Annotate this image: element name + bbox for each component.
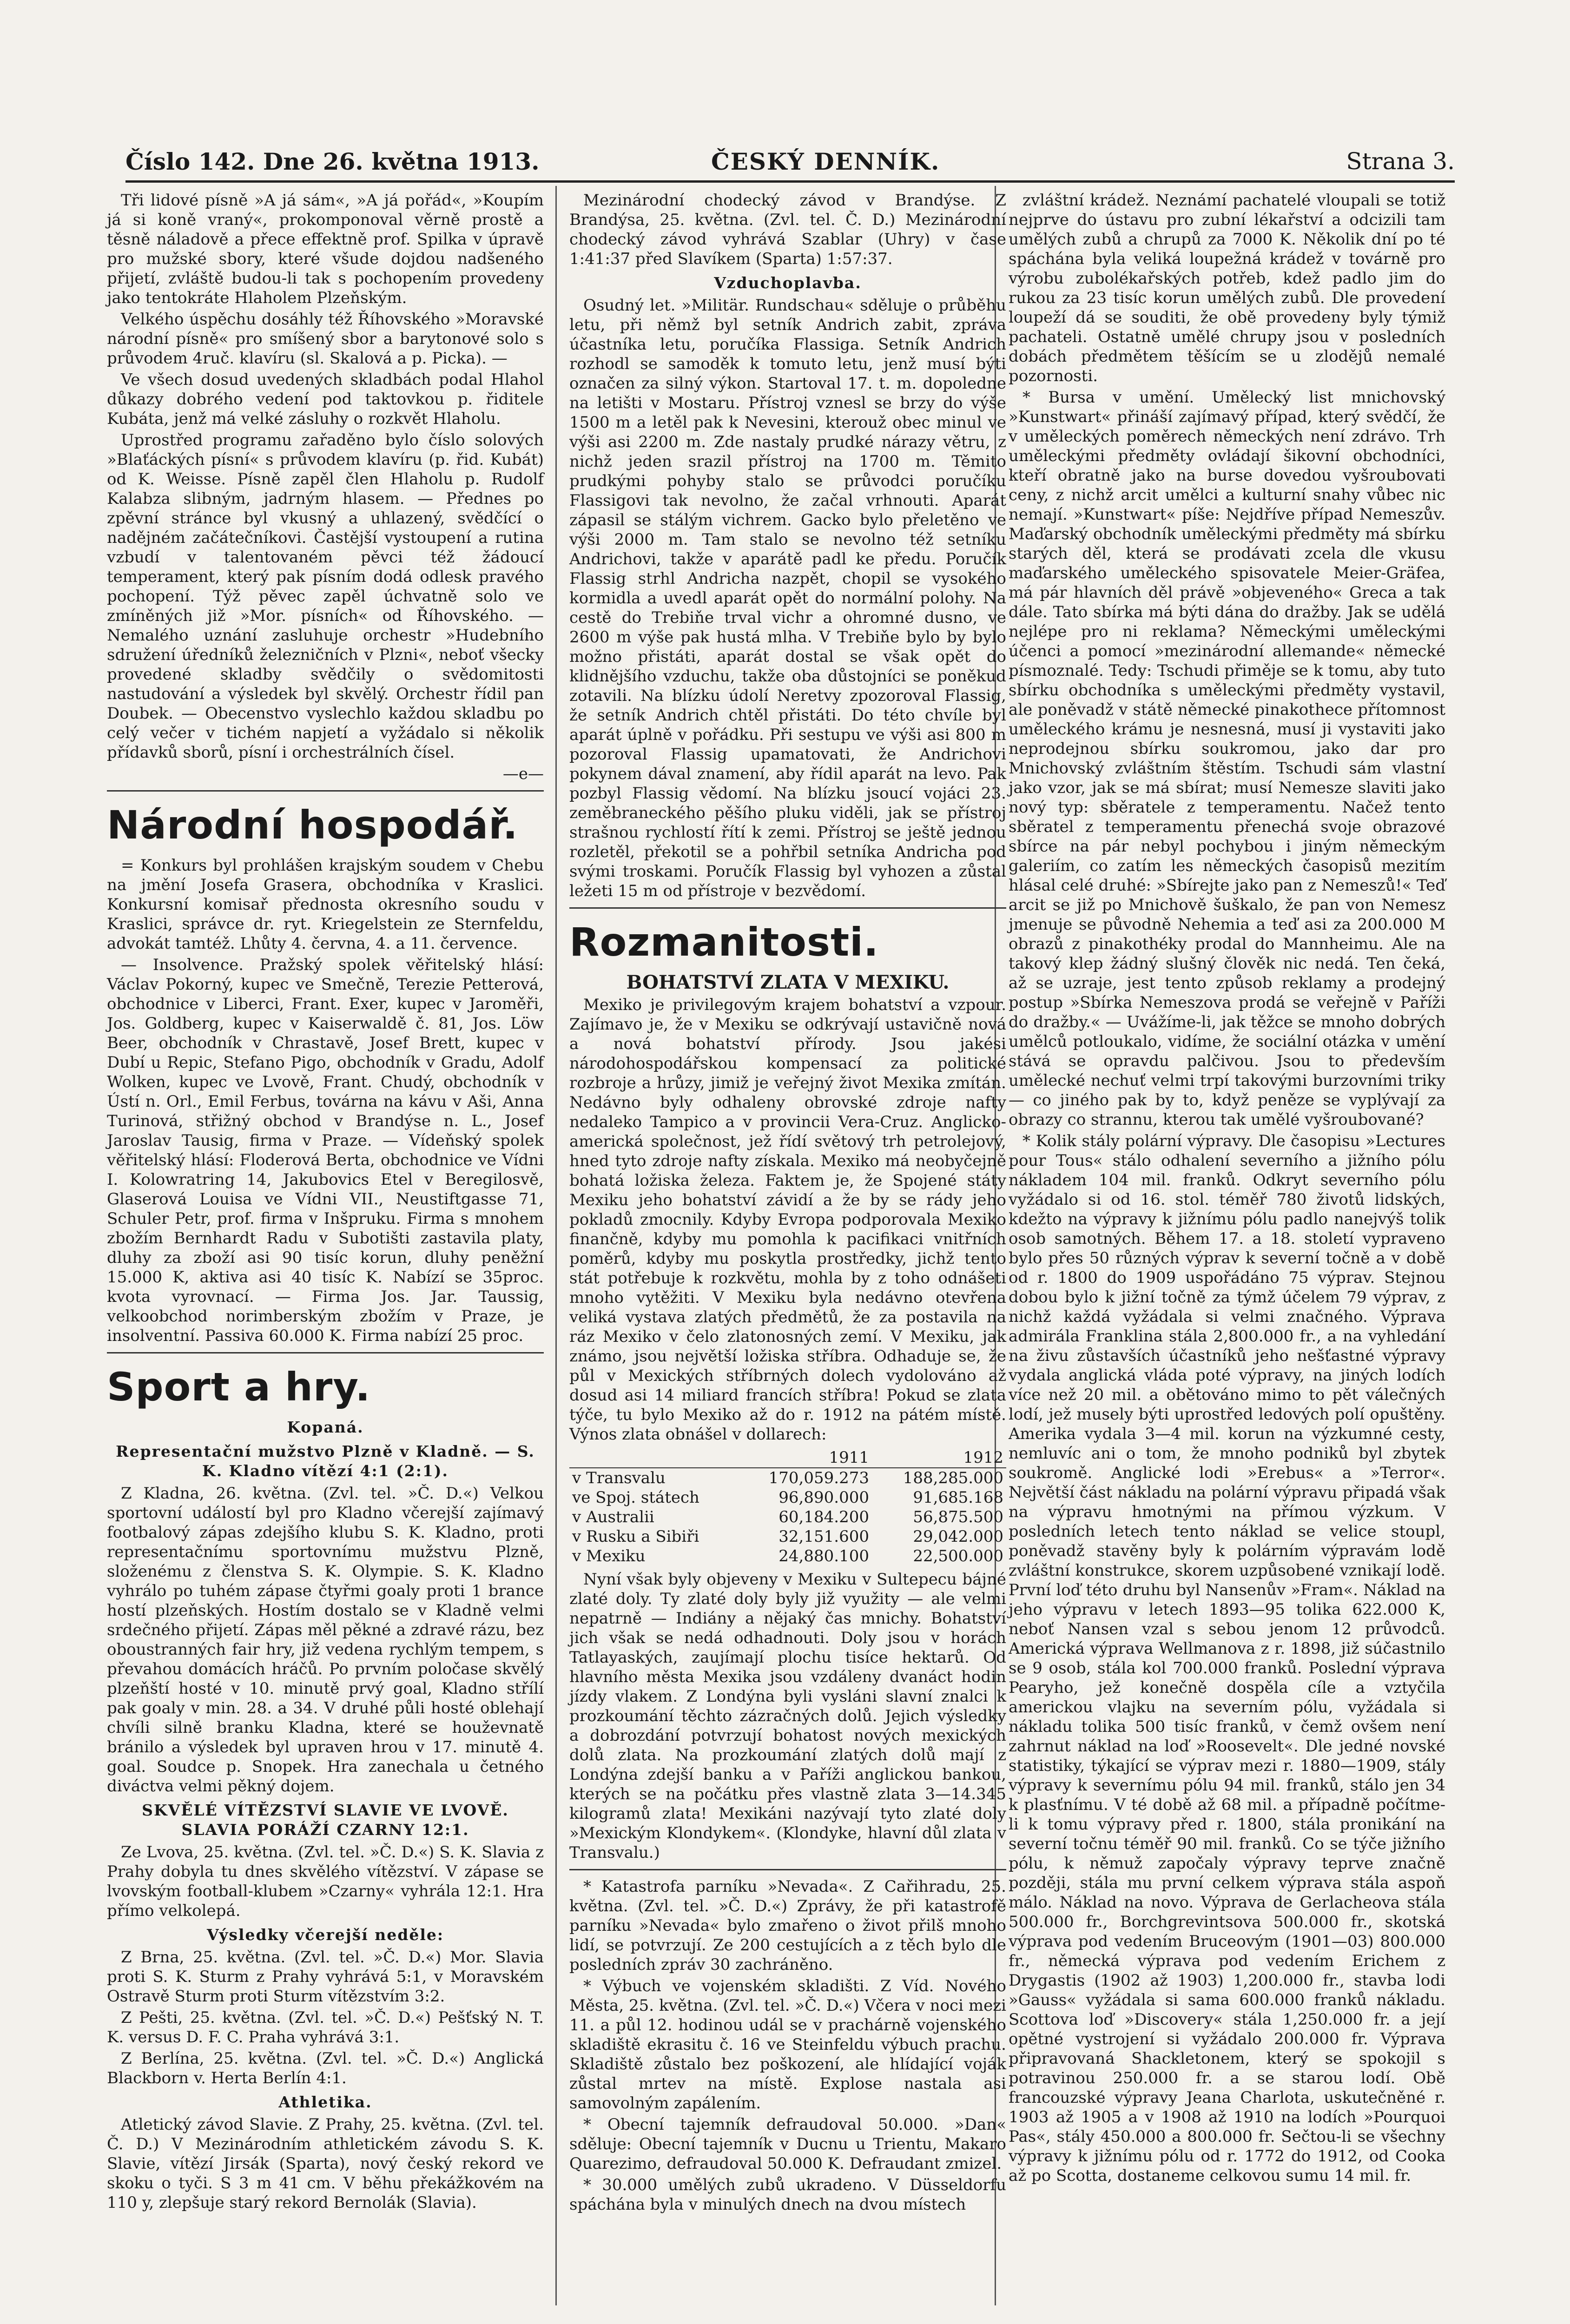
table-cell: 91,685.168 xyxy=(913,1488,1003,1507)
subheading: Kopaná. xyxy=(287,1418,364,1436)
article-paragraph: Ve všech dosud uvedených skladbách podal Hlahol důkazy dobrého vedení pod taktovkou p. řiditele Kubáta, jenž má velké zásluhy o rozkvět Hlaholu. xyxy=(107,370,544,428)
table-cell: 32,151.600 xyxy=(778,1527,869,1546)
gold-output-table xyxy=(569,1448,1006,1566)
issue-date: Číslo 142. Dne 26. května 1913. xyxy=(125,148,540,175)
column-2 xyxy=(569,191,1006,2216)
section-rule xyxy=(569,907,1006,909)
article-paragraph: Osudný let. »Militär. Rundschau« sděluje o průběhu letu, při němž byl setník Andrich zabit, zpráva účastníka letu, poručíka Flassiga. Setník Andrich rozhodl se samoděk k tomuto letu, jenž musí býti označen za silný výkon. Startoval 17. t. m. dopoledne na letišti v Mostaru. Přístroj vznesl se brzy do výše 1500 m a letěl pak k Nevesini, kterouž obec minul ve výši asi 2200 m. Zde nastaly prudké nárazy větru, z nichž jeden srazil přístroj na 1700 m. Těmito prudkými pohyby stalo se průvodci poručíku Flassigovi tak nevolno, že začal vrhnouti. Aparát zápasil se stálým vichrem. Gacko bylo přeletěno ve výši 2000 m. Tam stalo se nevolno též setníku Andrichovi, takže v aparátě padl ke předu. Poručík Flassig strhl Andricha nazpět, chopil se vysokého kormidla a uvedl aparát opět do normální polohy. Na cestě do Trebiňe trval vichr a ohromné dusno, ve 2600 m výše pak hustá mlha. V Trebiňe bylo by bylo možno přistáti, aparát dostal se však opět do klidnějšího vzduchu, takže oba důstojníci se poněkud zotavili. Na blízku údolí Neretvy zpozoroval Flassig, že setník Andrich chtěl přistáti. Do této chvíle byl aparát úplně v pořádku. Při sestupu ve výši asi 800 m pozoroval Flassig upamatovati, že Andrichovi pokynem dával znamení, aby řídil aparát na levo. Pak pozbyl Flassig vědomí. Na blízku jsoucí vojáci 23. zeměbraneckého pěšího pluku viděli, jak se přístroj strašnou rychlostí řítí k zemi. Přístroj se ještě jednou rozletěl, překotil se a pohřbil setníka Andricha pod svými troskami. Poručík Flassig byl vyhozen a zůstal ležeti 15 m od přístroje v bezvědomí. xyxy=(569,296,1006,900)
page-header xyxy=(125,148,1455,180)
subheading: Vzduchoplavba. xyxy=(714,274,862,292)
table-row xyxy=(569,1507,1006,1527)
article-paragraph: * Katastrofa parníku »Nevada«. Z Cařihradu, 25. května. (Zvl. tel. »Č. D.«) Zprávy, že při katastrofě parníku »Nevada« bylo zmařeno o život přilš mnoho lidí, se potvrzují. Ze 200 cestujících a z těch bylo dle posledních zpráv 30 zachráněno. xyxy=(569,1877,1006,1974)
article-paragraph: = Konkurs byl prohlášen krajským soudem v Chebu na jmění Josefa Grasera, obchodníka v Kraslici. Konkursní komisař přednosta okresního soudu v Kraslici, správce dr. ryt. Kriegelstein ze Sternfeldu, advokát tamtéž. Lhůty 4. června, 4. a 11. července. xyxy=(107,856,544,953)
subheading: SKVĚLÉ VÍTĚZSTVÍ SLAVIE VE LVOVĚ. SLAVIA PORÁŽÍ CZARNY 12:1. xyxy=(142,1801,509,1839)
table-cell: 56,875.500 xyxy=(913,1508,1003,1526)
table-cell: 96,890.000 xyxy=(778,1488,869,1507)
article-paragraph: Z Kladna, 26. května. (Zvl. tel. »Č. D.«) Velkou sportovní událostí byl pro Kladno včerejší zajímavý footbalový zápas zdejšího klubu S. K. Kladno, proti representačnímu sportovnímu mužstvu Plzně, složenému z členstva S. K. Olympie. S. K. Kladno vyhrálo po tuhém zápase čtyřmi goaly proti 1 brance hostí plzeňských. Hostím dostalo se v Kladně velmi srdečného přijetí. Zápas měl pěkné a zdravé rázu, bez oboustranných fair hry, již vedena rychlým tempem, s převahou domácích hráčů. Po prvním poločase skvělý plzeňští hosté v 10. minutě prvý goal, Kladno střílí pak goaly v min. 28. a 34. V druhé půli hosté oblehají chvíli silně branku Kladna, které se houževnatě bránilo a výsledek byl upraven hrou v 17. minutě 4. goal. Soudce p. Snopek. Hra zanechala u četného diváctva velmi pěkný dojem. xyxy=(107,1484,544,1796)
article-title: BOHATSTVÍ ZLATA V MEXIKU. xyxy=(626,971,950,993)
table-row xyxy=(569,1468,1006,1488)
table-header-year: 1911 xyxy=(738,1448,872,1468)
table-cell: 60,184.200 xyxy=(778,1508,869,1526)
article-paragraph: * 30.000 umělých zubů ukradeno. V Düsseldorfu spáchána byla v minulých dnech na dvou místech xyxy=(569,2176,1006,2214)
article-paragraph: * Výbuch ve vojenském skladišti. Z Víd. Nového Města, 25. května. (Zvl. tel. »Č. D.«) Včera v noci mezi 11. a půl 12. hodinou udál se v prachárně vojenského skladiště ekrasitu č. 16 ve Steinfeldu výbuch prachu. Skladiště zůstalo bez poškození, ale hlídající voják zůstal mrtev na místě. Explose nastala asi samovolným zapálením. xyxy=(569,1977,1006,2113)
article-paragraph: Velkého úspěchu dosáhly též Říhovského »Moravské národní písně« pro smíšený sbor a barytonové solo s průvodem 4ruč. klavíru (sl. Skalová a p. Picka). — xyxy=(107,310,544,368)
article-paragraph: Mezinárodní chodecký závod v Brandýse. Z Brandýsa, 25. května. (Zvl. tel. Č. D.) Mezinárodní chodecký závod vyhrává Szablar (Uhry) v čase 1:41:37 před Slavíkem (Sparta) 1:57:37. xyxy=(569,191,1006,268)
author-sign: —e— xyxy=(502,765,544,783)
article-paragraph: Nyní však byly objeveny v Mexiku v Sultepecu bájné zlaté doly. Ty zlaté doly byly již využity — ale velmi nepatrně — Indiány a nějaký čas mnichy. Bohatství jich však se nedá odhadnouti. Doly jsou v horách Tatlayaských, zaujímají plochu tisíce hektarů. Od hlavního města Mexika jsou vzdáleny dvanáct hodin jízdy vlakem. Z Londýna byli vysláni slavní znalci k prozkoumání těchto zázračných dolů. Jejich výsledky a dobrozdání potvrzují bohatost nových mexických dolů zlata. Na prozkoumání zlatých dolů mají z Londýna zdejší banku a v Paříži anglickou bankou, kterých se na počátku přes vlastně zlata 3—14.345 kilogramů zlata! Mexikáni nazývají tyto zlaté doly »Mexickým Klondykem«. (Klondyke, hlavní důl zlata v Transvalu.) xyxy=(569,1570,1006,1862)
header-rule xyxy=(125,180,1455,183)
article-paragraph: Ze Lvova, 25. května. (Zvl. tel. »Č. D.«) S. K. Slavia z Prahy dobyla tu dnes skvělého vítězství. V zápase se lvovským football-klubem »Czarny« vyhrála 12:1. Hra přímo velkolepá. xyxy=(107,1843,544,1920)
masthead: ČESKÝ DENNÍK. xyxy=(711,148,940,175)
subheading: Representační mužstvo Plzně v Kladně. — S. K. Kladno vítězí 4:1 (2:1). xyxy=(116,1442,535,1480)
article-paragraph: Mexiko je privilegovým krajem bohatství a vzpour. Zajímavo je, že v Mexiku se odkrývají ustavičně nová a nová bohatství přírody. Jsou jakési národohospodářskou kompensací za politické rozbroje a hrůzy, jimiž je veřejný život Mexika zmítán. Nedávno byly odhaleny obrovské zdroje nafty nedaleko Tampico a v provincii Vera-Cruz. Anglicko-americká společnost, jež řídí světový trh petrolejový, hned tyto zdroje nafty získala. Mexiko má neobyčejně bohatá ložiska železa. Faktem je, že Spojené státy Mexiku jeho bohatství závidí a že by se rády jeho pokladů zmocnily. Kdyby Evropa podporovala Mexiko finančně, kdyby mu pomohla k pacifikaci vnitřních poměrů, kdyby mu poskytla prostředky, jichž tento stát potřebuje k rozkvětu, mohla by z toho odnášeti mnoho vytěžiti. V Mexiku byla nedávno otevřena veliká vystava zlatých předmětů, že za postavila na ráz Mexiko v čelo zlatonosných zemí. V Mexiku, jak známo, jsou největší ložiska stříbra. Odhaduje se, že půl v Mexických stříbrných dolech vydolováno až dosud asi 14 miliard francích stříbra! Pokud se zlata týče, tu bylo Mexiko až do r. 1912 na pátém místě. Výnos zlata obnášel v dollarech: xyxy=(569,996,1006,1444)
table-cell: v Transvalu xyxy=(572,1469,666,1487)
table-cell: 22,500.000 xyxy=(913,1547,1003,1565)
article-paragraph: Uprostřed programu zařaděno bylo číslo solových »Blaťáckých písní« s průvodem klavíru (p. řid. Kubát) od K. Weisse. Písně zapěl člen Hlaholu p. Rudolf Kalabza slibným, jadrným hlasem. — Přednes po zpěvní stránce byl vkusný a uhlazený, svědčící o nadějném začátečníkovi. Častější vystoupení a rutina vzbudí v talentovaném pěvci též žádoucí temperament, který pak písním dodá odlesk pravého pochopení. Týž pěvec zapěl úchvatně solo ve zmíněných již »Mor. písních« od Říhovského. — Nemalého uznání zasluhuje orchestr »Hudebního sdružení úředníků železničních v Plzni«, neboť všecky provedené skladby svědčily o svědomitosti nastudování a výsledek byl skvělý. Orchestr řídil pan Doubek. — Obecenstvo vyslechlo každou skladbu po celý večer v tichém napjetí a vyžádalo si několik přídavků sborů, písní i orchestrálních čísel. xyxy=(107,431,544,762)
table-cell: v Australii xyxy=(572,1508,654,1526)
table-cell: v Rusku a Sibiři xyxy=(572,1527,699,1546)
section-rule xyxy=(569,1869,1006,1870)
table-cell: v Mexiku xyxy=(572,1547,646,1565)
table-cell: 29,042.000 xyxy=(913,1527,1003,1546)
column-3 xyxy=(1009,191,1445,2187)
page-number: Strana 3. xyxy=(1346,148,1455,175)
article-paragraph: Z Brna, 25. května. (Zvl. tel. »Č. D.«) Mor. Slavia proti S. K. Sturm z Prahy vyhrává 5:1, v Moravském Ostravě Sturm proti Sturm vítězstvím 3:2. xyxy=(107,1948,544,2006)
table-header-year: 1912 xyxy=(872,1448,1006,1468)
article-paragraph: Atletický závod Slavie. Z Prahy, 25. května. (Zvl. tel. Č. D.) V Mezinárodním athletickém závodu S. K. Slavie, vítězí Jirsák (Sparta), nový český rekord ve skoku o tyči. S 3 m 41 cm. V běhu překážkovém na 110 y, zlepšuje starý rekord Bernolák (Slavia). xyxy=(107,2115,544,2212)
table-row xyxy=(569,1488,1006,1507)
table-cell: 188,285.000 xyxy=(903,1469,1003,1487)
article-paragraph: — Insolvence. Pražský spolek věřitelský hlásí: Václav Pokorný, kupec ve Smečně, Terezie Petterová, obchodnice v Liberci, Frant. Exer, kupec v Jaroměři, Jos. Goldberg, kupec v Kaiserwaldě č. 81, Jos. Löw Beer, obchodník v Chrastavě, Josef Brett, kupec v Dubí u Repic, Stefano Pigo, obchodník v Gradu, Adolf Wolken, kupec ve Lvově, Frant. Chudý, obchodník v Ústí n. Orl., Emil Ferbus, továrna na kávu v Aši, Anna Turinová, střižný obchod v Brandýse n. L., Josef Jaroslav Tausig, firma v Praze. — Vídeňský spolek věřitelský hlásí: Floderová Berta, obchodnice ve Vídni I. Kolowratring 14, Jakubovics Etel v Beregilosvě, Glaserová Louisa ve Vídni VII., Neustiftgasse 71, Schuler Petr, prof. firma v Inšpruku. Firma s mnohem zbožím Bernhardt Radu v Subotišti zastavila platy, dluhy za zboží asi 90 tisíc korun, dluhy peněžní 15.000 K, aktiva asi 40 tisíc K. Nabízí se 35proc. kvota vyrovnací. — Firma Jos. Jar. Taussig, velkoobchod norimberským zbožím v Praze, je insolventní. Passiva 60.000 K. Firma nabízí 25 proc. xyxy=(107,956,544,1345)
table-cell: ve Spoj. státech xyxy=(572,1488,699,1507)
table-header-empty xyxy=(569,1448,738,1468)
column-divider xyxy=(555,186,557,2305)
article-paragraph: * Kolik stály polární výpravy. Dle časopisu »Lectures pour Tous« stálo odhalení severního a jižního pólu nákladem 104 mil. franků. Odkryt severního pólu vyžádalo si od 16. stol. téměř 780 životů lidských, kdežto na výpravy k jižnímu pólu padlo nanejvýš tolik osob samotných. Během 17. a 18. století vypraveno bylo přes 50 různých výprav k severní točně a v době od r. 1800 do 1909 uspořádáno 75 výprav. Stejnou dobou bylo k jižní točně za týmž účelem 79 výprav, z nichž každá vyžádala si velmi značného. Výprava admirála Franklina stála 2,800.000 fr., a na vyhledání na živu zůstavších účastníků jeho nešťastné výpravy vydala anglická vláda poté výpravy, na jiných lodích více než 20 mil. a obětováno mimo to pět válečných lodí, jež musely býti uprostřed ledových polí opuštěny. Amerika vydala 3—4 mil. korun na výzkumné cesty, nemluvíc ani o tom, že mnoho podniků byl zbytek soukromě. Anglické lodi »Erebus« a »Terror«. Největší část nákladu na polární výpravu připadá však na výpravu hmotnými na přímou výzkum. V posledních letech tento náklad se velice stoupl, poněvadž stavěny byly k polárním výpravám lodě zvláštní konstrukce, skorem uzpůsobené vznikají lodě. První loď této druhu byl Nansenův »Fram«. Náklad na jeho výpravu v letech 1893—95 tolika 622.000 K, neboť Nansen vzal s sebou jenom 12 průvodců. Americká výprava Wellmanova z r. 1898, již súčastnilo se 9 osob, stála kol 700.000 franků. Poslední výprava Pearyho, jež konečně dospěla cíle a vztyčila americkou vlajku na severním pólu, vyžádala si nákladu tolika 500 tisíc franků, v čemž ovšem není zahrnut náklad na loď »Roosevelt«. Dle jedné novské statistiky, týkající se výprav mezi r. 1880—1909, stály výpravy k severnímu pólu 94 mil. franků, stálo jen 34 k plasťnímu. V té době až 68 mil. a případně počítme-li k tomu výpravy před r. 1800, stála pronikání na severní točnu téměř 90 mil. franků. Co se týče jižního pólu, k němuž započaly výpravy teprve značně později, stála mu první celkem výprava stála aspoň málo. Náklad na novo. Výprava de Gerlacheova stála 500.000 fr., Borchgrevintsova 500.000 fr., skotská výprava pod vedením Bruceovým (1901—03) 800.000 fr., německá výprava pod vedením Erichem z Drygastis (1902 až 1903) 1,200.000 fr., stavba lodi »Gauss« vyžádala si sama 600.000 franků nákladu. Scottova loď »Discovery« stála 1,250.000 fr. a její opětné vystrojení si vyžádalo 200.000 fr. Výprava připravovaná Shackletonem, který se spokojil s potravinou 250.000 fr. a se starou lodí. Obě francouzské výpravy Jeana Charlota, uskutečněné r. 1903 až 1905 a v 1908 až 1910 na lodích »Pourquoi Pas«, stály 450.000 a 800.000 fr. Sečtou-li se všechny výpravy k jižnímu pólu od r. 1772 do 1912, od Cooka až po Scotta, dostaneme celkovou sumu 14 mil. fr. xyxy=(1009,1132,1445,2185)
table-cell: 24,880.100 xyxy=(778,1547,869,1565)
section-heading-sport: Sport a hry. xyxy=(107,1364,371,1410)
article-paragraph: * Obecní tajemník defraudoval 50.000. »Dan« sděluje: Obecní tajemník v Ducnu u Trientu, Makaro Quarezimo, defraudoval 50.000 K. Defraudant zmizel. xyxy=(569,2115,1006,2173)
article-paragraph: zvláštní krádež. Neznámí pachatelé vloupali se totiž nejprve do ústavu pro zubní lékařství a odcizili tam umělých zubů a chrupů za 7000 K. Několik dní po té spáchána byla veliká loupežná krádež v továrně pro výrobu zubolékařských potřeb, kdež padlo jim do rukou za 23 tisíc korun umělých zubů. Dle provedení loupeží dá se souditi, že obě provedeny byly týmiž pachateli. Ostatně umělé chrupy jsou v posledních dobách předmětem těšícím se u zlodějů nemalé pozornosti. xyxy=(1009,191,1445,385)
subheading: Výsledky včerejší neděle: xyxy=(206,1926,444,1944)
section-heading-economy: Národní hospodář. xyxy=(107,802,518,848)
column-1 xyxy=(107,191,544,2214)
article-paragraph: Tři lidové písně »A já sám«, »A já pořád«, »Koupím já si koně vraný«, prokomponoval věrně prostě a těsně náladově a přece effektně prof. Spilka v úpravě pro mužské sbory, které všude dojdou nadšeného přijetí, zvláště budou-li tak s pochopením provedeny jako tentokráte Hlaholem Plzeňským. xyxy=(107,191,544,307)
section-rule xyxy=(107,790,544,792)
section-heading-misc: Rozmanitosti. xyxy=(569,919,879,965)
article-paragraph: * Bursa v umění. Umělecký list mnichovský »Kunstwart« přináší zajímavý případ, který svědčí, že v uměleckých poměrech německých není zdrávo. Trh uměleckými předměty ovládají šikovní obchodníci, kteří obratně jako na burse dovedou vyšroubovati ceny, z nichž arcit umělci a kulturní snahy vůbec nic nemají. »Kunstwart« píše: Nejdříve případ Nemeszův. Maďarský obchodník uměleckými předměty má sbírku starých děl, která se prodávati zcela dle vkusu maďarského uměleckého spisovatele Meier-Gräfea, má pár hlavních děl právě »objeveného« Greca a tak dále. Tato sbírka má býti dána do dražby. Jak se udělá nejlépe pro ni reklama? Německými uměleckými účenci a pomocí »mezinárodní allemande« německé písmoznalé. Tedy: Tschudi přiměje se k tomu, aby tuto sbírku obchodníka s uměleckými předměty vystavil, ale poněvadž v státě německé pinakothece přítomnost uměleckého krámu je nesnesná, musí ji vystaviti jako neprodejnou sbírku soukromou, jako dar pro Mnichovský zvláštním štěstím. Tschudi sám vlastní jako vzor, jak se má sbírat; musí Nemesze slaviti jako nový typ: sběratele z temperamentu. Načež tento sběratel z temperamentu přenechá svoje obrazové sbírce na pár nebyl pochybou i jiným německým galeriím, co zatím les německých časopisů mezitím hlásal celé druhé: »Sbírejte jako pan z Nemeszů!« Teď arcit se již po Mnichově šuškalo, že pan von Nemesz jmenuje se původně Nehemia a teď asi za 200.000 M obrazů z pinakothéky prodal do Mannheimu. Ale na takový klep žádný slušný člověk nic nedá. Ten čeká, až se uzraje, jest tento způsob reklamy a prodejný postup »Sbírka Nemeszova prodá se veřejně v Paříži do dražby.« — Uvážíme-li, jak těžce se mnoho dobrých umělců potloukalo, vidíme, že sociální otázka v umění stává se opravdu palčivou. Jsou to především umělecké nechuť velmi trpí takovými burzovními triky — co jiného pak by to, když peněze se vyplývají za obrazy co strannu, kterou tak umělé vyšroubované? xyxy=(1009,388,1445,1129)
subheading: Athletika. xyxy=(278,2093,372,2111)
article-paragraph: Z Berlína, 25. května. (Zvl. tel. »Č. D.«) Anglická Blackborn v. Herta Berlín 4:1. xyxy=(107,2049,544,2087)
table-cell: 170,059.273 xyxy=(768,1469,869,1487)
table-row xyxy=(569,1546,1006,1566)
table-row xyxy=(569,1527,1006,1546)
section-rule xyxy=(107,1352,544,1353)
article-paragraph: Z Pešti, 25. května. (Zvl. tel. »Č. D.«) Pešťský N. T. K. versus D. F. C. Praha vyhrává 3:1. xyxy=(107,2008,544,2047)
